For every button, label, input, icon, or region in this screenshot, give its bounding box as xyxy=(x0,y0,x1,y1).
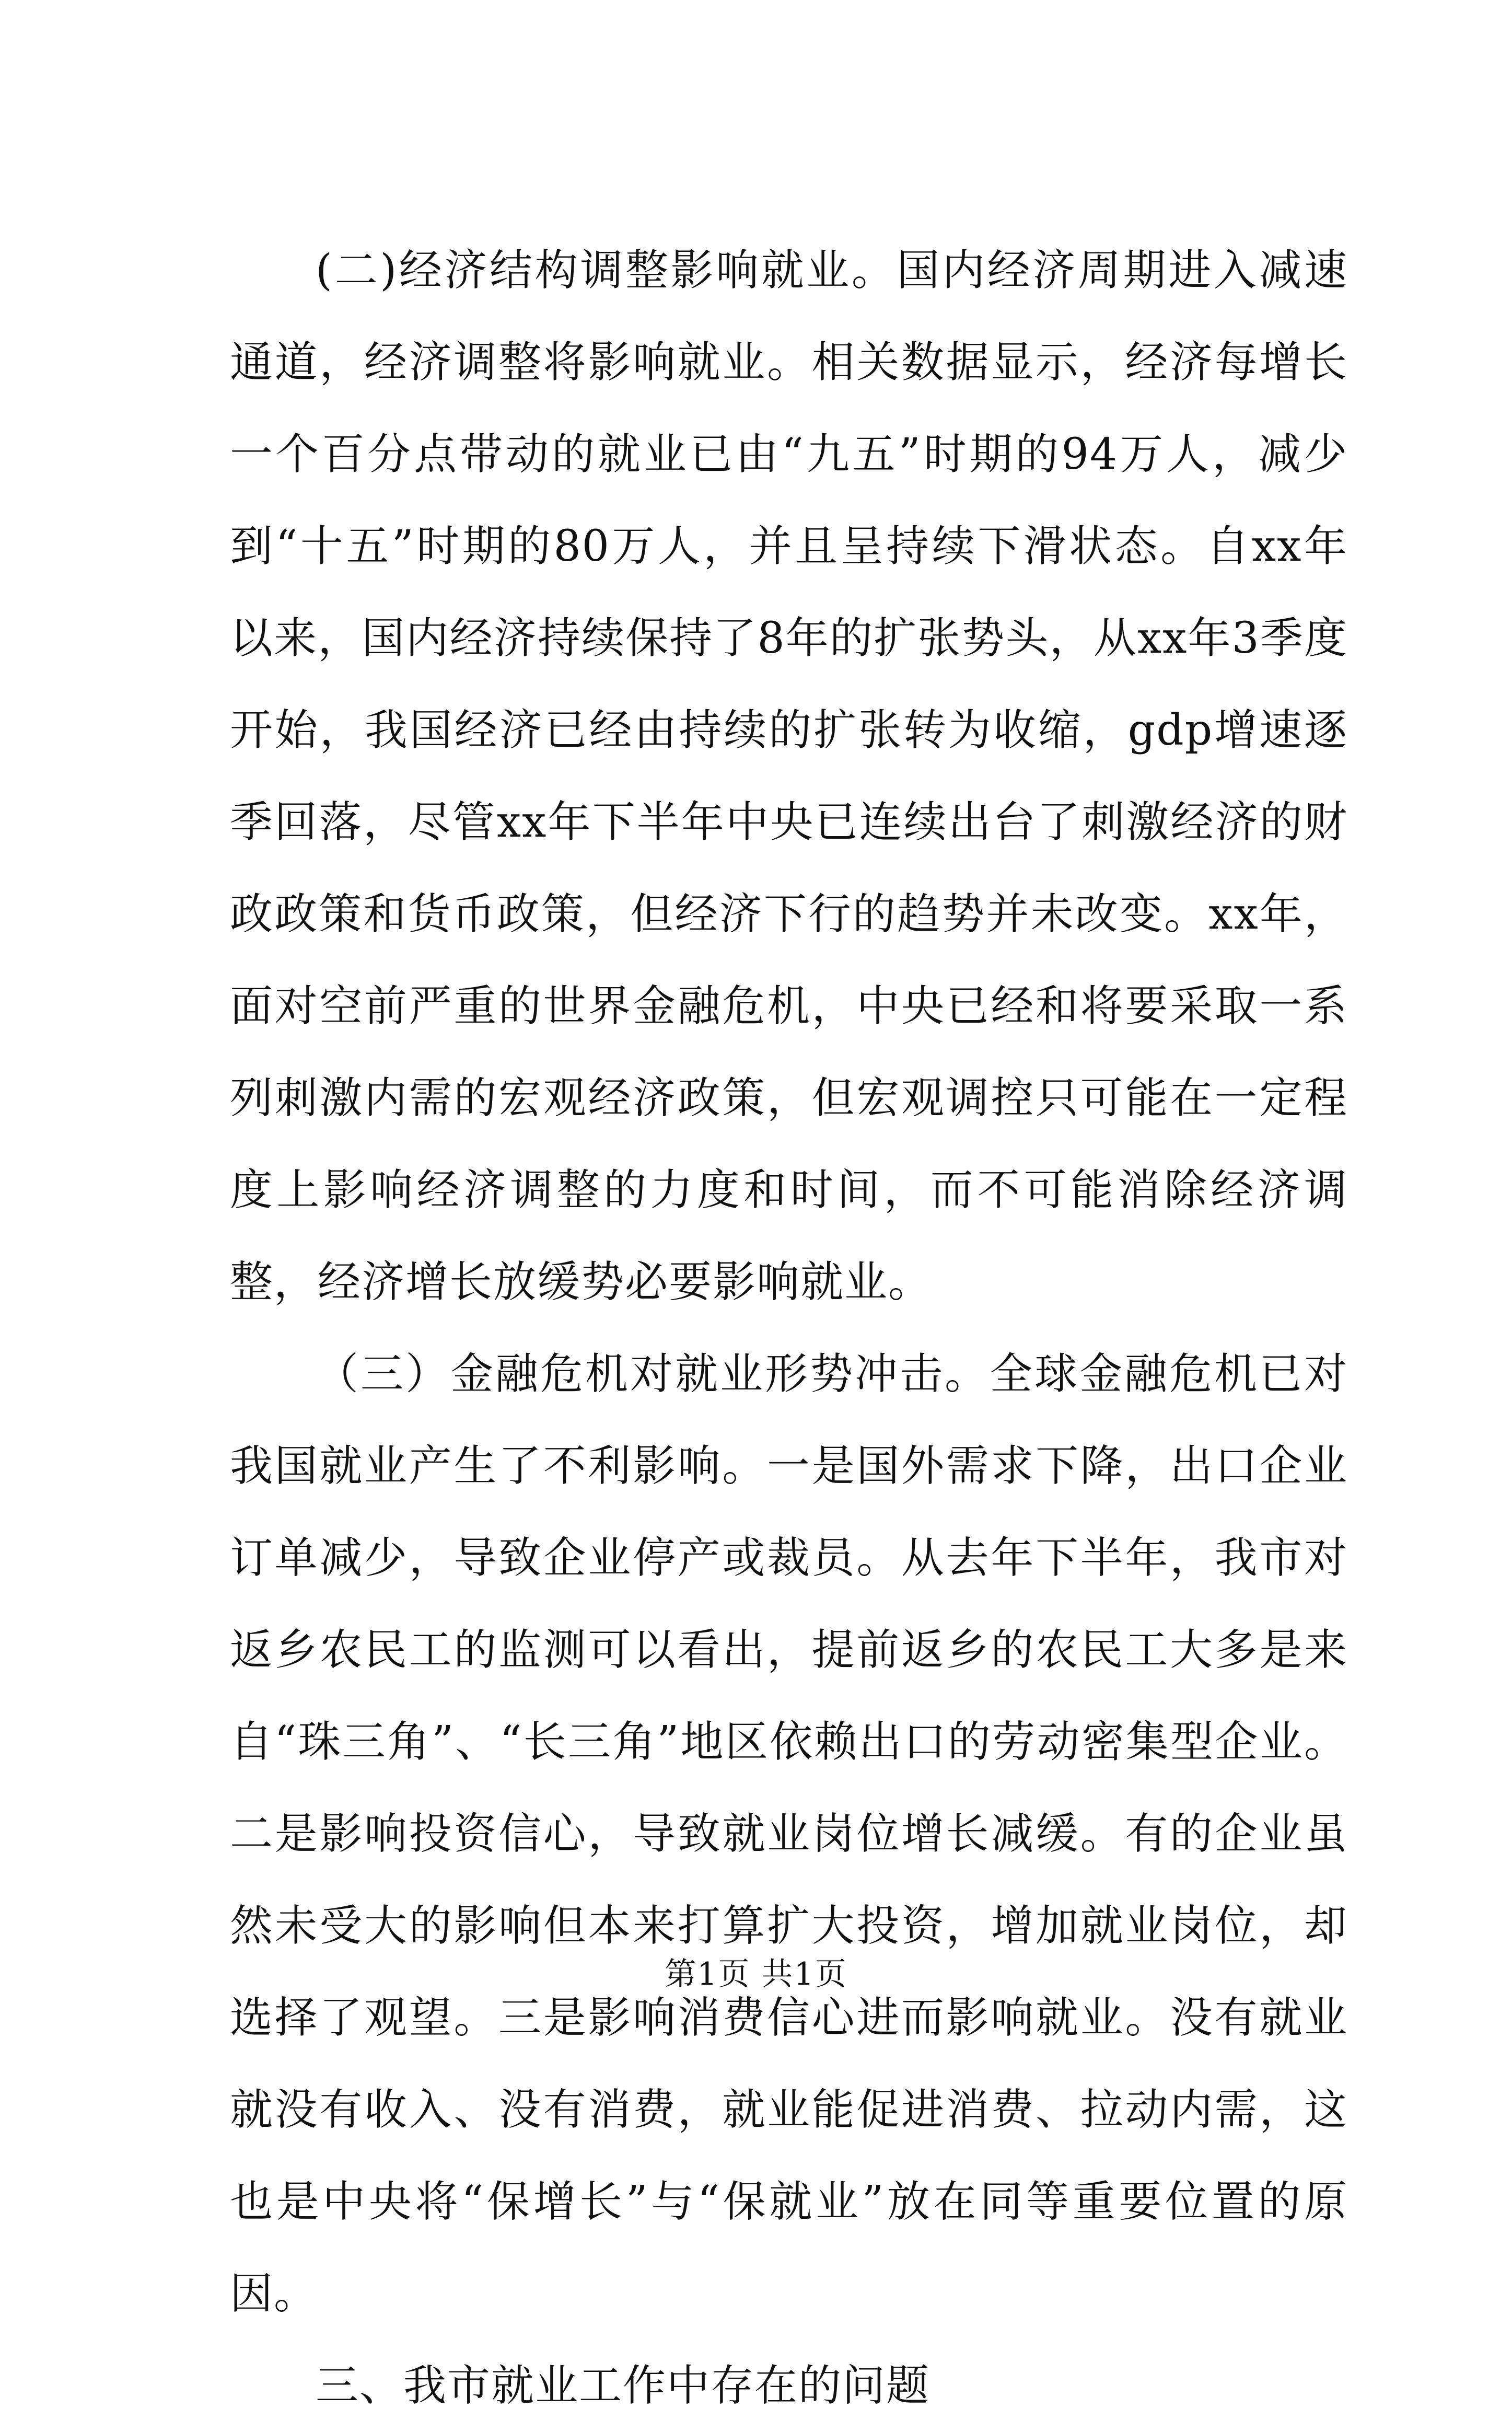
page-footer: 第1页 共1页 xyxy=(665,1956,847,1993)
paragraph-financial-crisis: （三）金融危机对就业形势冲击。全球金融危机已对我国就业产生了不利影响。一是国外需求下降，出口企业订单减少，导致企业停产或裁员。从去年下半年，我市对返乡农民工的监测可以看出，提前返乡的农民工大多是来自“珠三角”、“长三角”地区依赖出口的劳动密集型企业。二是影响投资信心，导致就业岗位增长减缓。有的企业虽然未受大的影响但本来打算扩大投资，增加就业岗位，却选择了观望。三是影响消费信心进而影响就业。没有就业就没有收入、没有消费，就业能促进消费、拉动内需，这也是中央将“保增长”与“保就业”放在同等重要位置的原因。 xyxy=(230,1349,1348,2319)
paragraph-economic-structure: (二)经济结构调整影响就业。国内经济周期进入减速通道，经济调整将影响就业。相关数据显示，经济每增长一个百分点带动的就业已由“九五”时期的94万人，减少到“十五”时期的80万人，并且呈持续下滑状态。自xx年以来，国内经济持续保持了8年的扩张势头，从xx年3季度开始，我国经济已经由持续的扩张转为收缩，gdp增速逐季回落，尽管xx年下半年中央已连续出台了刺激经济的财政政策和货币政策，但经济下行的趋势并未改变。xx年，面对空前严重的世界金融危机，中央已经和将要采取一系列刺激内需的宏观经济政策，但宏观调控只可能在一定程度上影响经济调整的力度和时间，而不可能消除经济调整，经济增长放缓势必要影响就业。 xyxy=(230,246,1348,1307)
document-body xyxy=(230,225,1348,2432)
section-heading: 三、我市就业工作中存在的问题 xyxy=(316,2361,931,2411)
